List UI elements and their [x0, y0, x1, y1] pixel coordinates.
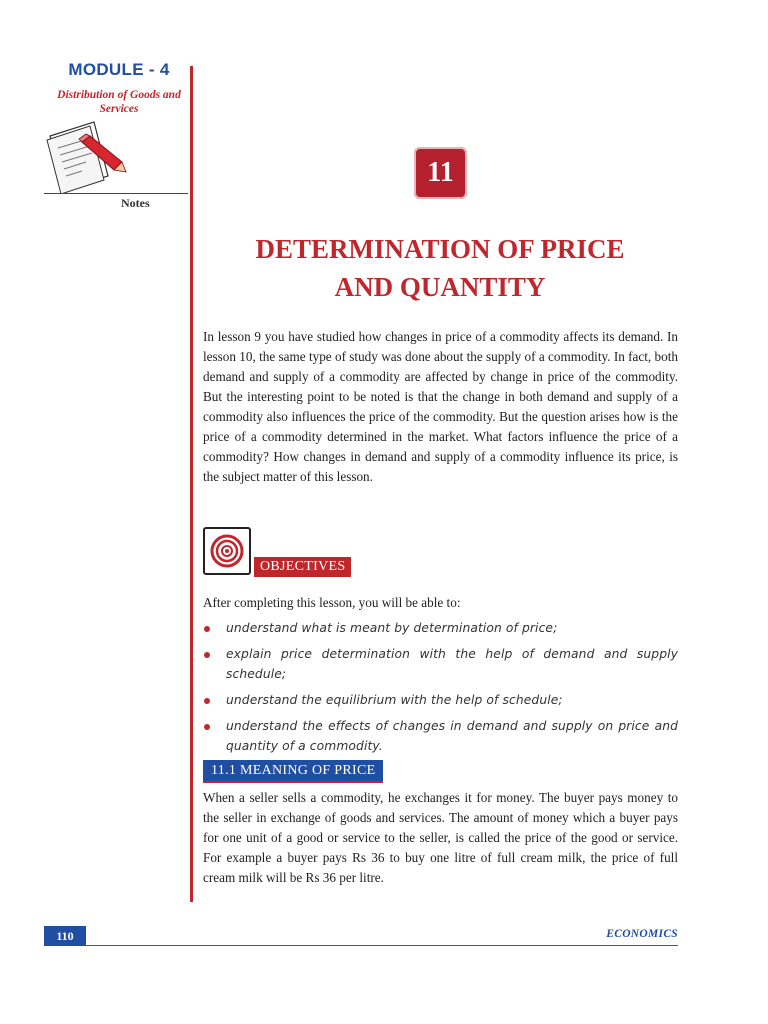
list-item [203, 690, 678, 710]
list-item [203, 716, 678, 756]
intro-paragraph: In lesson 9 you have studied how changes in price of a commodity affects its demand. In lesson 10, the same type of study was done about the supply of a commodity. In fact, both demand and supply of a commodity are affected by change in price of the commodity. But the interesting point to be noted is that the change in both demand and supply of a commodity also influences the price of the commodity. But the question arises how is the price of a commodity determined in the market. What factors influence the price of a commodity? How changes in demand and supply of a commodity influence its price, is the subject matter of this lesson. [203, 329, 678, 484]
chapter-title [200, 230, 680, 306]
chapter-title-line2: AND QUANTITY [334, 272, 546, 302]
notes-label: Notes [121, 196, 150, 210]
bullet-icon [204, 724, 210, 730]
module-subtitle [44, 88, 194, 116]
margin-rule [190, 66, 193, 902]
objective-text: understand the equilibrium with the help of schedule; [226, 693, 563, 707]
objectives-lead: After completing this lesson, you will be able to: [203, 595, 461, 610]
page-number: 110 [44, 926, 86, 946]
section-paragraph: When a seller sells a commodity, he exchanges it for money. The buyer pays money to the seller in exchange of goods and services. The amount of money which a buyer pays for one unit of a good or service to the seller, is called the price of the good or service. For example a buyer pays Rs 36 to buy one litre of full cream milk, the price of full cream milk will be Rs 36 per litre. [203, 790, 678, 885]
module-subtitle-line1: Distribution of Goods and [57, 89, 181, 101]
objectives-heading: OBJECTIVES [254, 557, 351, 577]
list-item [203, 644, 678, 684]
objective-text: explain price determination with the help of demand and supply schedule; [226, 647, 678, 681]
objectives-list [203, 618, 678, 762]
module-title: MODULE - 4 [68, 60, 170, 79]
bullet-icon [204, 626, 210, 632]
book-title: ECONOMICS [606, 928, 678, 940]
module-subtitle-line2: Services [99, 103, 139, 115]
objective-text: understand what is meant by determination of price; [226, 621, 558, 635]
chapter-title-line1: DETERMINATION OF PRICE [255, 234, 625, 264]
target-icon [203, 527, 251, 575]
notes-divider [44, 193, 188, 194]
bullet-icon [204, 698, 210, 704]
notepad-pencil-icon [42, 114, 132, 194]
footer-rule [86, 945, 678, 946]
section-heading: 11.1 MEANING OF PRICE [203, 760, 383, 783]
chapter-number-badge: 11 [414, 147, 467, 199]
bullet-icon [204, 652, 210, 658]
list-item [203, 618, 678, 638]
objective-text: understand the effects of changes in demand and supply on price and quantity of a commodity. [226, 719, 678, 753]
